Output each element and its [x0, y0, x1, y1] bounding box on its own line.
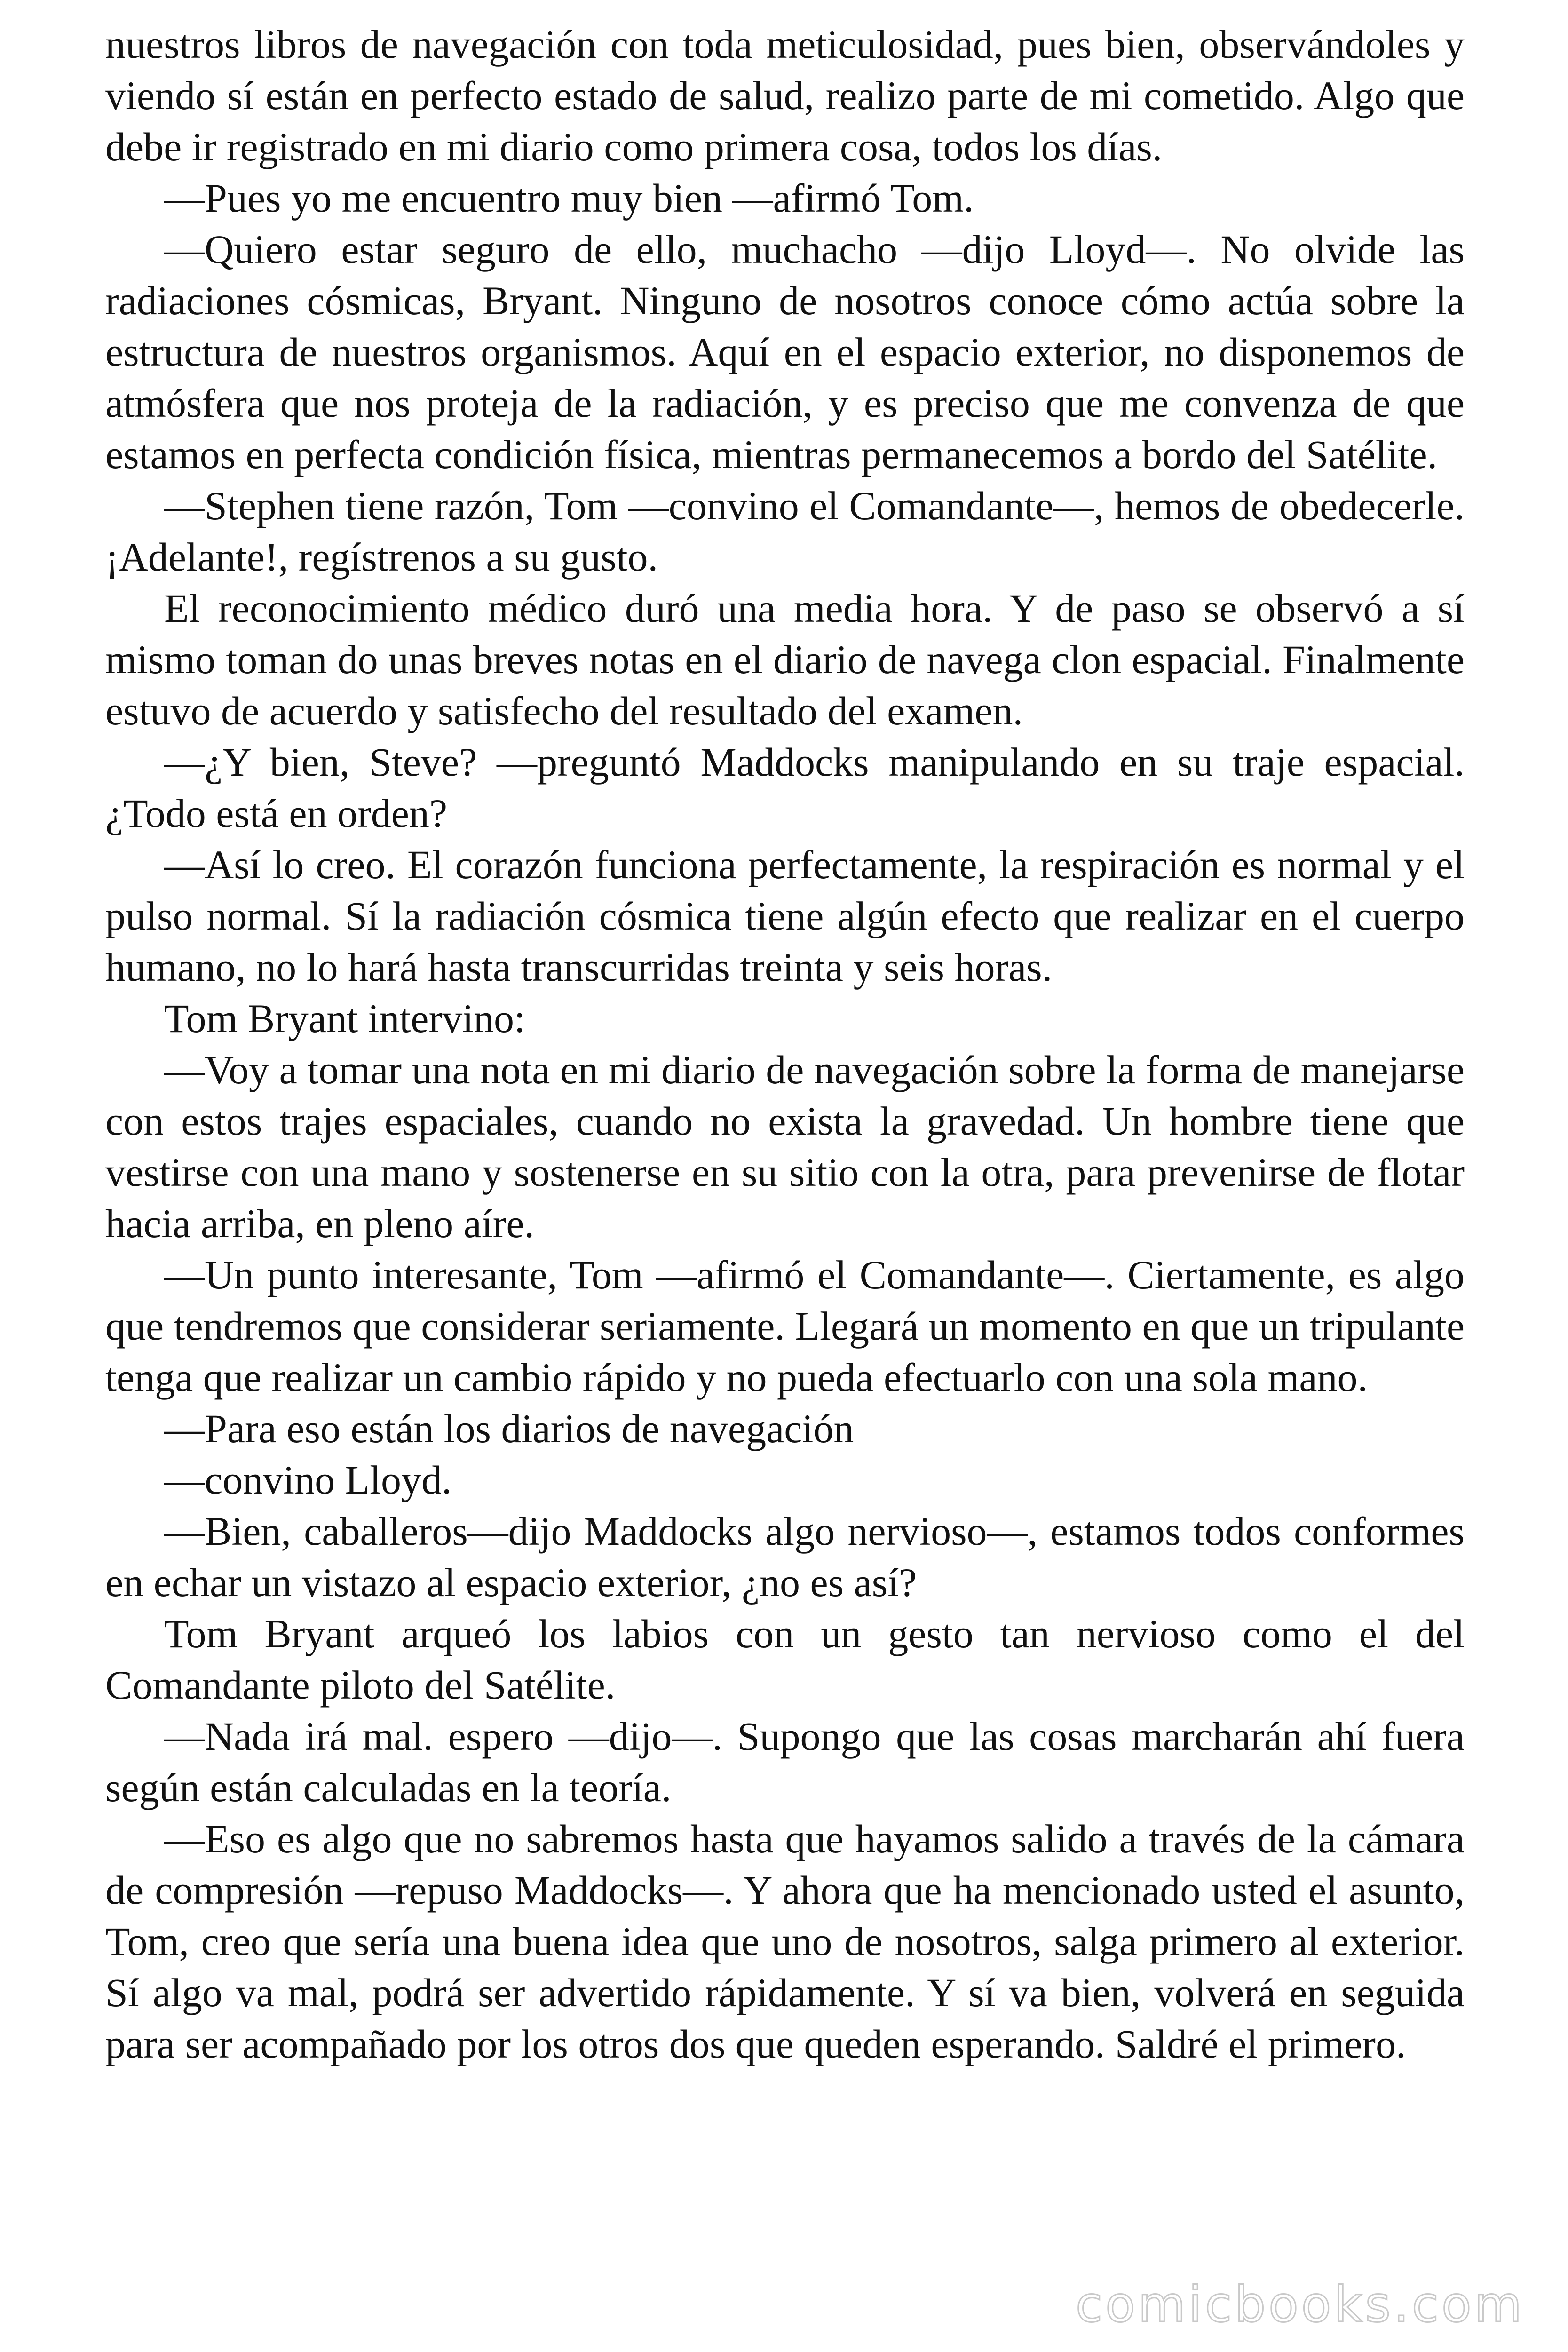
paragraph: —Para eso están los diarios de navegación [164, 1406, 854, 1451]
paragraph: —Stephen tiene razón, Tom —convino el Comandante—, hemos de obedecerle. ¡Adelante!, regístrenos a su gusto. [105, 483, 1465, 580]
paragraph: —Quiero estar seguro de ello, muchacho —dijo Lloyd—. No olvide las radiaciones cósmicas, Bryant. Ninguno de nosotros conoce cómo actúa sobre la estructura de nuestros organismos. Aquí en el espacio exterior, no disponemos de atmósfera que nos proteja de la radiación, y es preciso que me convenza de que estamos en perfecta condición física, mientras permanecemos a bordo del Satélite. [105, 227, 1465, 477]
paragraph: Tom Bryant arqueó los labios con un gesto tan nervioso como el del Comandante piloto del Satélite. [105, 1611, 1465, 1708]
paragraph: —Eso es algo que no sabremos hasta que hayamos salido a través de la cámara de compresión —repuso Maddocks—. Y ahora que ha mencionado usted el asunto, Tom, creo que sería una buena idea que uno de nosotros, salga primero al exterior. Sí algo va mal, podrá ser advertido rápidamente. Y sí va bien, volverá en seguida para ser acompañado por los otros dos que queden esperando. Saldré el primero. [105, 1816, 1465, 2066]
paragraph: —Nada irá mal. espero —dijo—. Supongo que las cosas marcharán ahí fuera según están calculadas en la teoría. [105, 1714, 1465, 1810]
paragraph: nuestros libros de navegación con toda meticulosidad, pues bien, observándoles y viendo sí están en perfecto estado de salud, realizo parte de mi cometido. Algo que debe ir registrado en mi diario como primera cosa, todos los días. [105, 22, 1465, 169]
paragraph: —Pues yo me encuentro muy bien —afirmó Tom. [164, 175, 974, 221]
watermark: comicbooks.com [1075, 2276, 1525, 2333]
paragraph: —¿Y bien, Steve? —preguntó Maddocks manipulando en su traje espacial. ¿Todo está en orden? [105, 739, 1465, 836]
paragraph: —convino Lloyd. [164, 1457, 452, 1502]
paragraph: —Bien, caballeros—dijo Maddocks algo nervioso—, estamos todos conformes en echar un vistazo al espacio exterior, ¿no es así? [105, 1509, 1465, 1605]
page-body [105, 19, 1465, 2070]
paragraph: —Así lo creo. El corazón funciona perfectamente, la respiración es normal y el pulso normal. Sí la radiación cósmica tiene algún efecto que realizar en el cuerpo humano, no lo hará hasta transcurridas treinta y seis horas. [105, 842, 1465, 990]
paragraph: —Un punto interesante, Tom —afirmó el Comandante—. Ciertamente, es algo que tendremos que considerar seriamente. Llegará un momento en que un tripulante tenga que realizar un cambio rápido y no pueda efectuarlo con una sola mano. [105, 1252, 1465, 1400]
paragraph: El reconocimiento médico duró una media hora. Y de paso se observó a sí mismo toman do unas breves notas en el diario de navega clon espacial. Finalmente estuvo de acuerdo y satisfecho del resultado del examen. [105, 586, 1465, 733]
paragraph: —Voy a tomar una nota en mi diario de navegación sobre la forma de manejarse con estos trajes espaciales, cuando no exista la gravedad. Un hombre tiene que vestirse con una mano y sostenerse en su sitio con la otra, para prevenirse de flotar hacia arriba, en pleno aíre. [105, 1047, 1465, 1246]
paragraph: Tom Bryant intervino: [164, 996, 525, 1041]
